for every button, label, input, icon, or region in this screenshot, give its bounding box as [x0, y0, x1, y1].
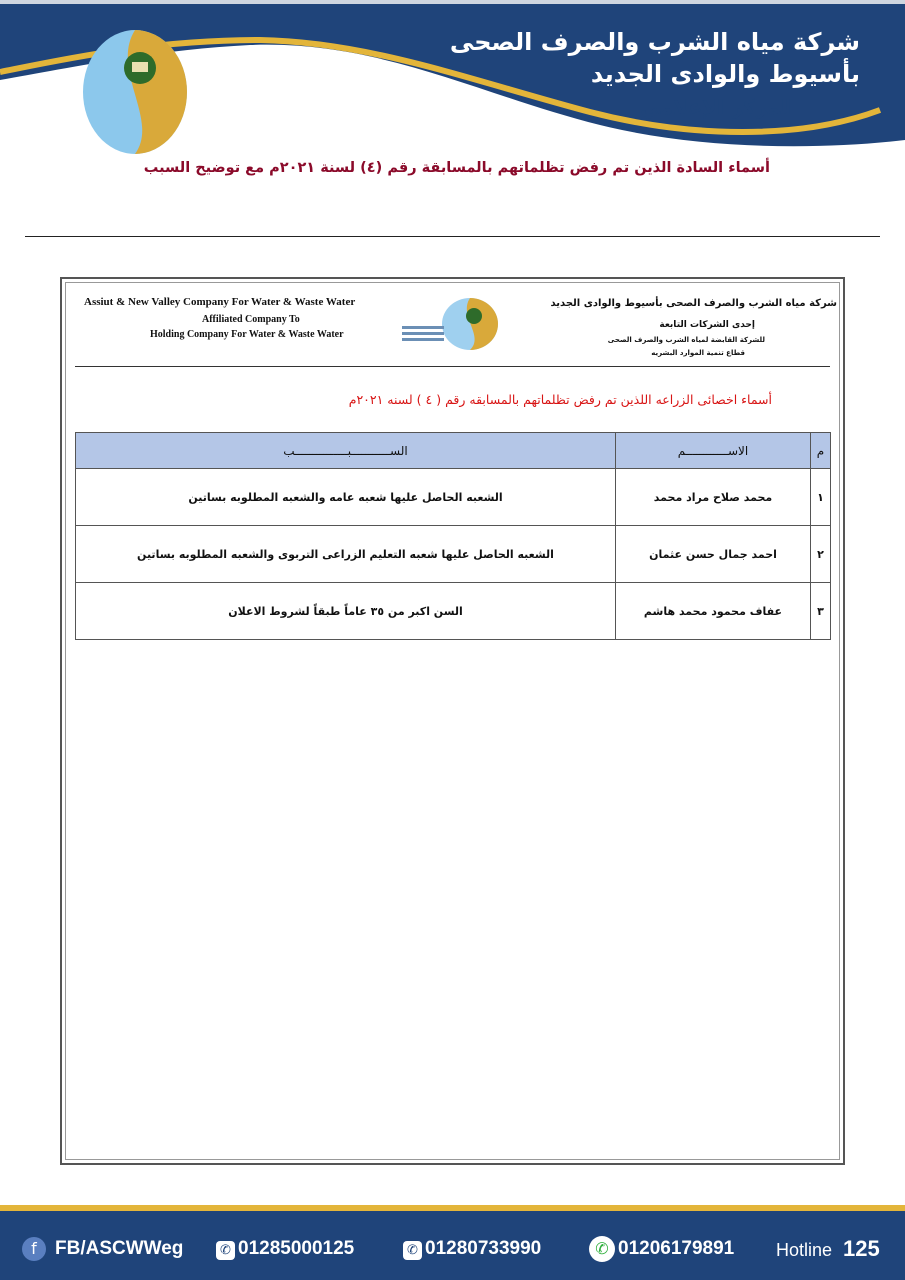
whatsapp-icon: ✆ — [589, 1236, 615, 1262]
facebook-icon: f — [22, 1237, 46, 1261]
header-num: م — [811, 433, 831, 469]
hotline-number[interactable]: 125 — [843, 1236, 880, 1261]
letterhead-divider — [75, 366, 830, 367]
cell-reason: الشعبه الحاصل عليها شعبه التعليم الزراعى التربوى والشعبه المطلوبه بساتين — [76, 526, 616, 583]
media-center: المركز الإعلامي — [640, 95, 795, 119]
phone-1[interactable]: 01285000125 — [238, 1238, 355, 1259]
rejected-grievances-table — [75, 432, 831, 640]
cell-reason: السن اكبر من ٣٥ عاماً طبقاً لشروط الاعلان — [76, 583, 616, 640]
page-title: أسماء السادة الذين تم رفض تظلماتهم بالمسابقة رقم (٤) لسنة ٢٠٢١م مع توضيح السبب — [143, 160, 770, 176]
letterhead-ar-line3: للشركة القابضة لمياه الشرب والصرف الصحى — [607, 336, 765, 344]
company-name-line1: شركة مياه الشرب والصرف الصحى — [449, 28, 860, 56]
cell-reason: الشعبه الحاصل عليها شعبه عامه والشعبه المطلوبه بساتين — [76, 469, 616, 526]
letterhead-ar-line1: شركة مياه الشرب والصرف الصحى بأسيوط والوادى الجديد — [550, 298, 837, 309]
cell-num: ٣ — [811, 583, 831, 640]
divider — [25, 236, 880, 237]
letterhead-en-line3: Holding Company For Water & Waste Water — [150, 329, 344, 340]
table-row — [76, 526, 831, 583]
letterhead-ar-line4: قطاع تنمية الموارد البشريه — [651, 349, 745, 357]
cell-num: ٢ — [811, 526, 831, 583]
table-title: أسماء اخصائى الزراعه اللذين تم رفض تظلماتهم بالمسابقه رقم ( ٤ ) لسنه ٢٠٢١م — [348, 392, 772, 407]
facebook-link[interactable]: FB/ASCWWeg — [55, 1238, 184, 1259]
phone-icon: ✆ — [216, 1241, 235, 1260]
cell-num: ١ — [811, 469, 831, 526]
company-name-line2: بأسيوط والوادى الجديد — [590, 60, 860, 88]
header-name: الاســــــــــــم — [616, 433, 811, 469]
letterhead-en-line1: Assiut & New Valley Company For Water & Waste Water — [84, 296, 356, 308]
letterhead-en-line2: Affiliated Company To — [202, 314, 300, 325]
cell-name: محمد صلاح مراد محمد — [616, 469, 811, 526]
cell-name: احمد جمال حسن عثمان — [616, 526, 811, 583]
cell-name: عفاف محمود محمد هاشم — [616, 583, 811, 640]
phone-icon: ✆ — [403, 1241, 422, 1260]
hotline-label: Hotline — [776, 1240, 833, 1260]
table-row — [76, 469, 831, 526]
table-row — [76, 583, 831, 640]
whatsapp-number[interactable]: 01206179891 — [618, 1238, 735, 1259]
letterhead-logo — [400, 296, 510, 354]
letterhead-ar-line2: إحدى الشركات التابعة — [659, 320, 755, 330]
company-logo — [83, 30, 187, 154]
phone-2[interactable]: 01280733990 — [425, 1238, 542, 1259]
header-reason: الســـــــــــبـــــــــــــــب — [76, 433, 616, 469]
table-header-row — [76, 433, 831, 469]
document-frame — [60, 277, 845, 1165]
